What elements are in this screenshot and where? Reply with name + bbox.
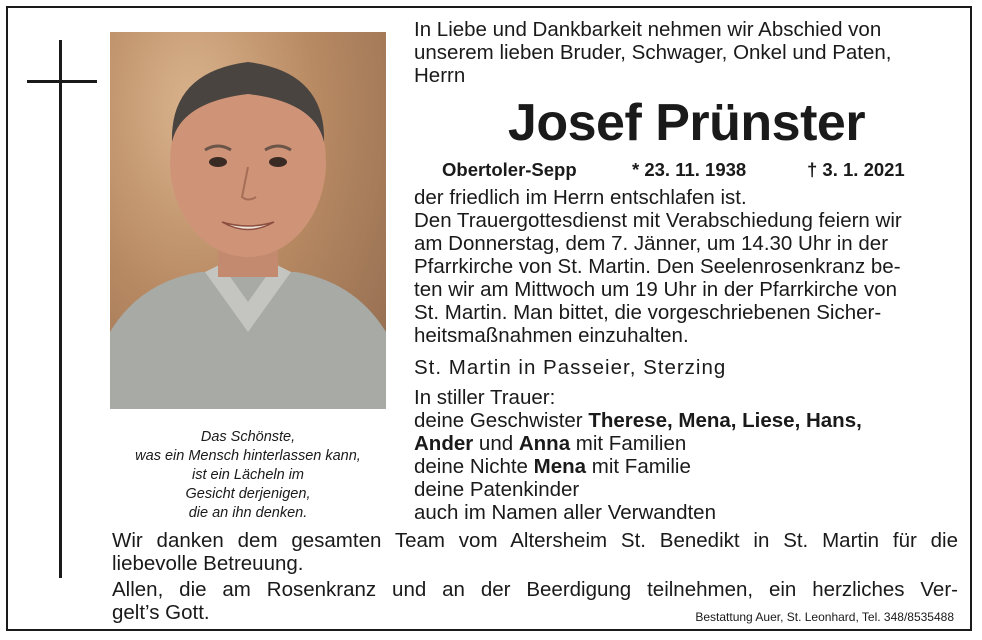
birth-date: * 23. 11. 1938 bbox=[632, 159, 747, 180]
cross-icon-bar bbox=[27, 80, 97, 83]
mourners-line: auch im Namen aller Verwandten bbox=[414, 501, 716, 524]
quote-line: was ein Mensch hinterlassen kann, bbox=[135, 448, 361, 464]
mourners-block bbox=[414, 386, 959, 524]
mourners-line: deine Patenkinder bbox=[414, 478, 580, 501]
body-line: ten wir am Mittwoch um 19 Uhr in der Pfarrkirche von bbox=[414, 278, 898, 301]
memorial-quote bbox=[110, 428, 386, 523]
intro-line: unserem lieben Bruder, Schwager, Onkel und Paten, bbox=[414, 41, 892, 64]
body-line: heitsmaßnahmen einzuhalten. bbox=[414, 324, 689, 347]
mourners-line: deine Geschwister Therese, Mena, Liese, Hans, bbox=[414, 409, 862, 432]
intro-text bbox=[414, 18, 959, 87]
cross-icon bbox=[59, 40, 62, 578]
place-line: St. Martin in Passeier, Sterzing bbox=[414, 356, 727, 379]
portrait-photo bbox=[110, 32, 386, 409]
quote-line: Das Schönste, bbox=[200, 429, 296, 445]
body-line: am Donnerstag, dem 7. Jänner, um 14.30 Uhr in der bbox=[414, 232, 889, 255]
mourners-heading: In stiller Trauer: bbox=[414, 386, 556, 409]
body-line: St. Martin. Man bittet, die vorgeschriebenen Sicher- bbox=[414, 301, 882, 324]
body-line: Pfarrkirche von St. Martin. Den Seelenrosenkranz be- bbox=[414, 255, 901, 278]
deceased-name: Josef Prünster bbox=[507, 94, 866, 152]
quote-line: ist ein Lächeln im bbox=[191, 467, 305, 483]
intro-line: In Liebe und Dankbarkeit nehmen wir Abschied von bbox=[414, 18, 882, 41]
mourners-line: Ander und Anna mit Familien bbox=[414, 432, 687, 455]
undertaker-credit: Bestattung Auer, St. Leonhard, Tel. 348/8535488 bbox=[695, 610, 954, 624]
nickname: Obertoler-Sepp bbox=[442, 159, 577, 180]
thanks-line: gelt’s Gott. bbox=[112, 601, 210, 624]
quote-line: Gesicht derjenigen, bbox=[185, 486, 311, 502]
quote-line: die an ihn denken. bbox=[188, 505, 308, 521]
thanks-line: Wir danken dem gesamten Team vom Altersheim St. Benedikt in St. Martin für die bbox=[112, 529, 958, 552]
death-date: † 3. 1. 2021 bbox=[807, 159, 905, 180]
thanks-line: liebevolle Betreuung. bbox=[112, 552, 304, 575]
service-text bbox=[414, 186, 959, 347]
intro-line: Herrn bbox=[414, 64, 466, 87]
body-line: der friedlich im Herrn entschlafen ist. bbox=[414, 186, 747, 209]
thanks-paragraph bbox=[112, 529, 958, 575]
body-line: Den Trauergottesdienst mit Verabschiedung feiern wir bbox=[414, 209, 902, 232]
mourners-line: deine Nichte Mena mit Familie bbox=[414, 455, 691, 478]
thanks-line: Allen, die am Rosenkranz und an der Beerdigung teilnehmen, ein herzliches Ver- bbox=[112, 578, 958, 601]
